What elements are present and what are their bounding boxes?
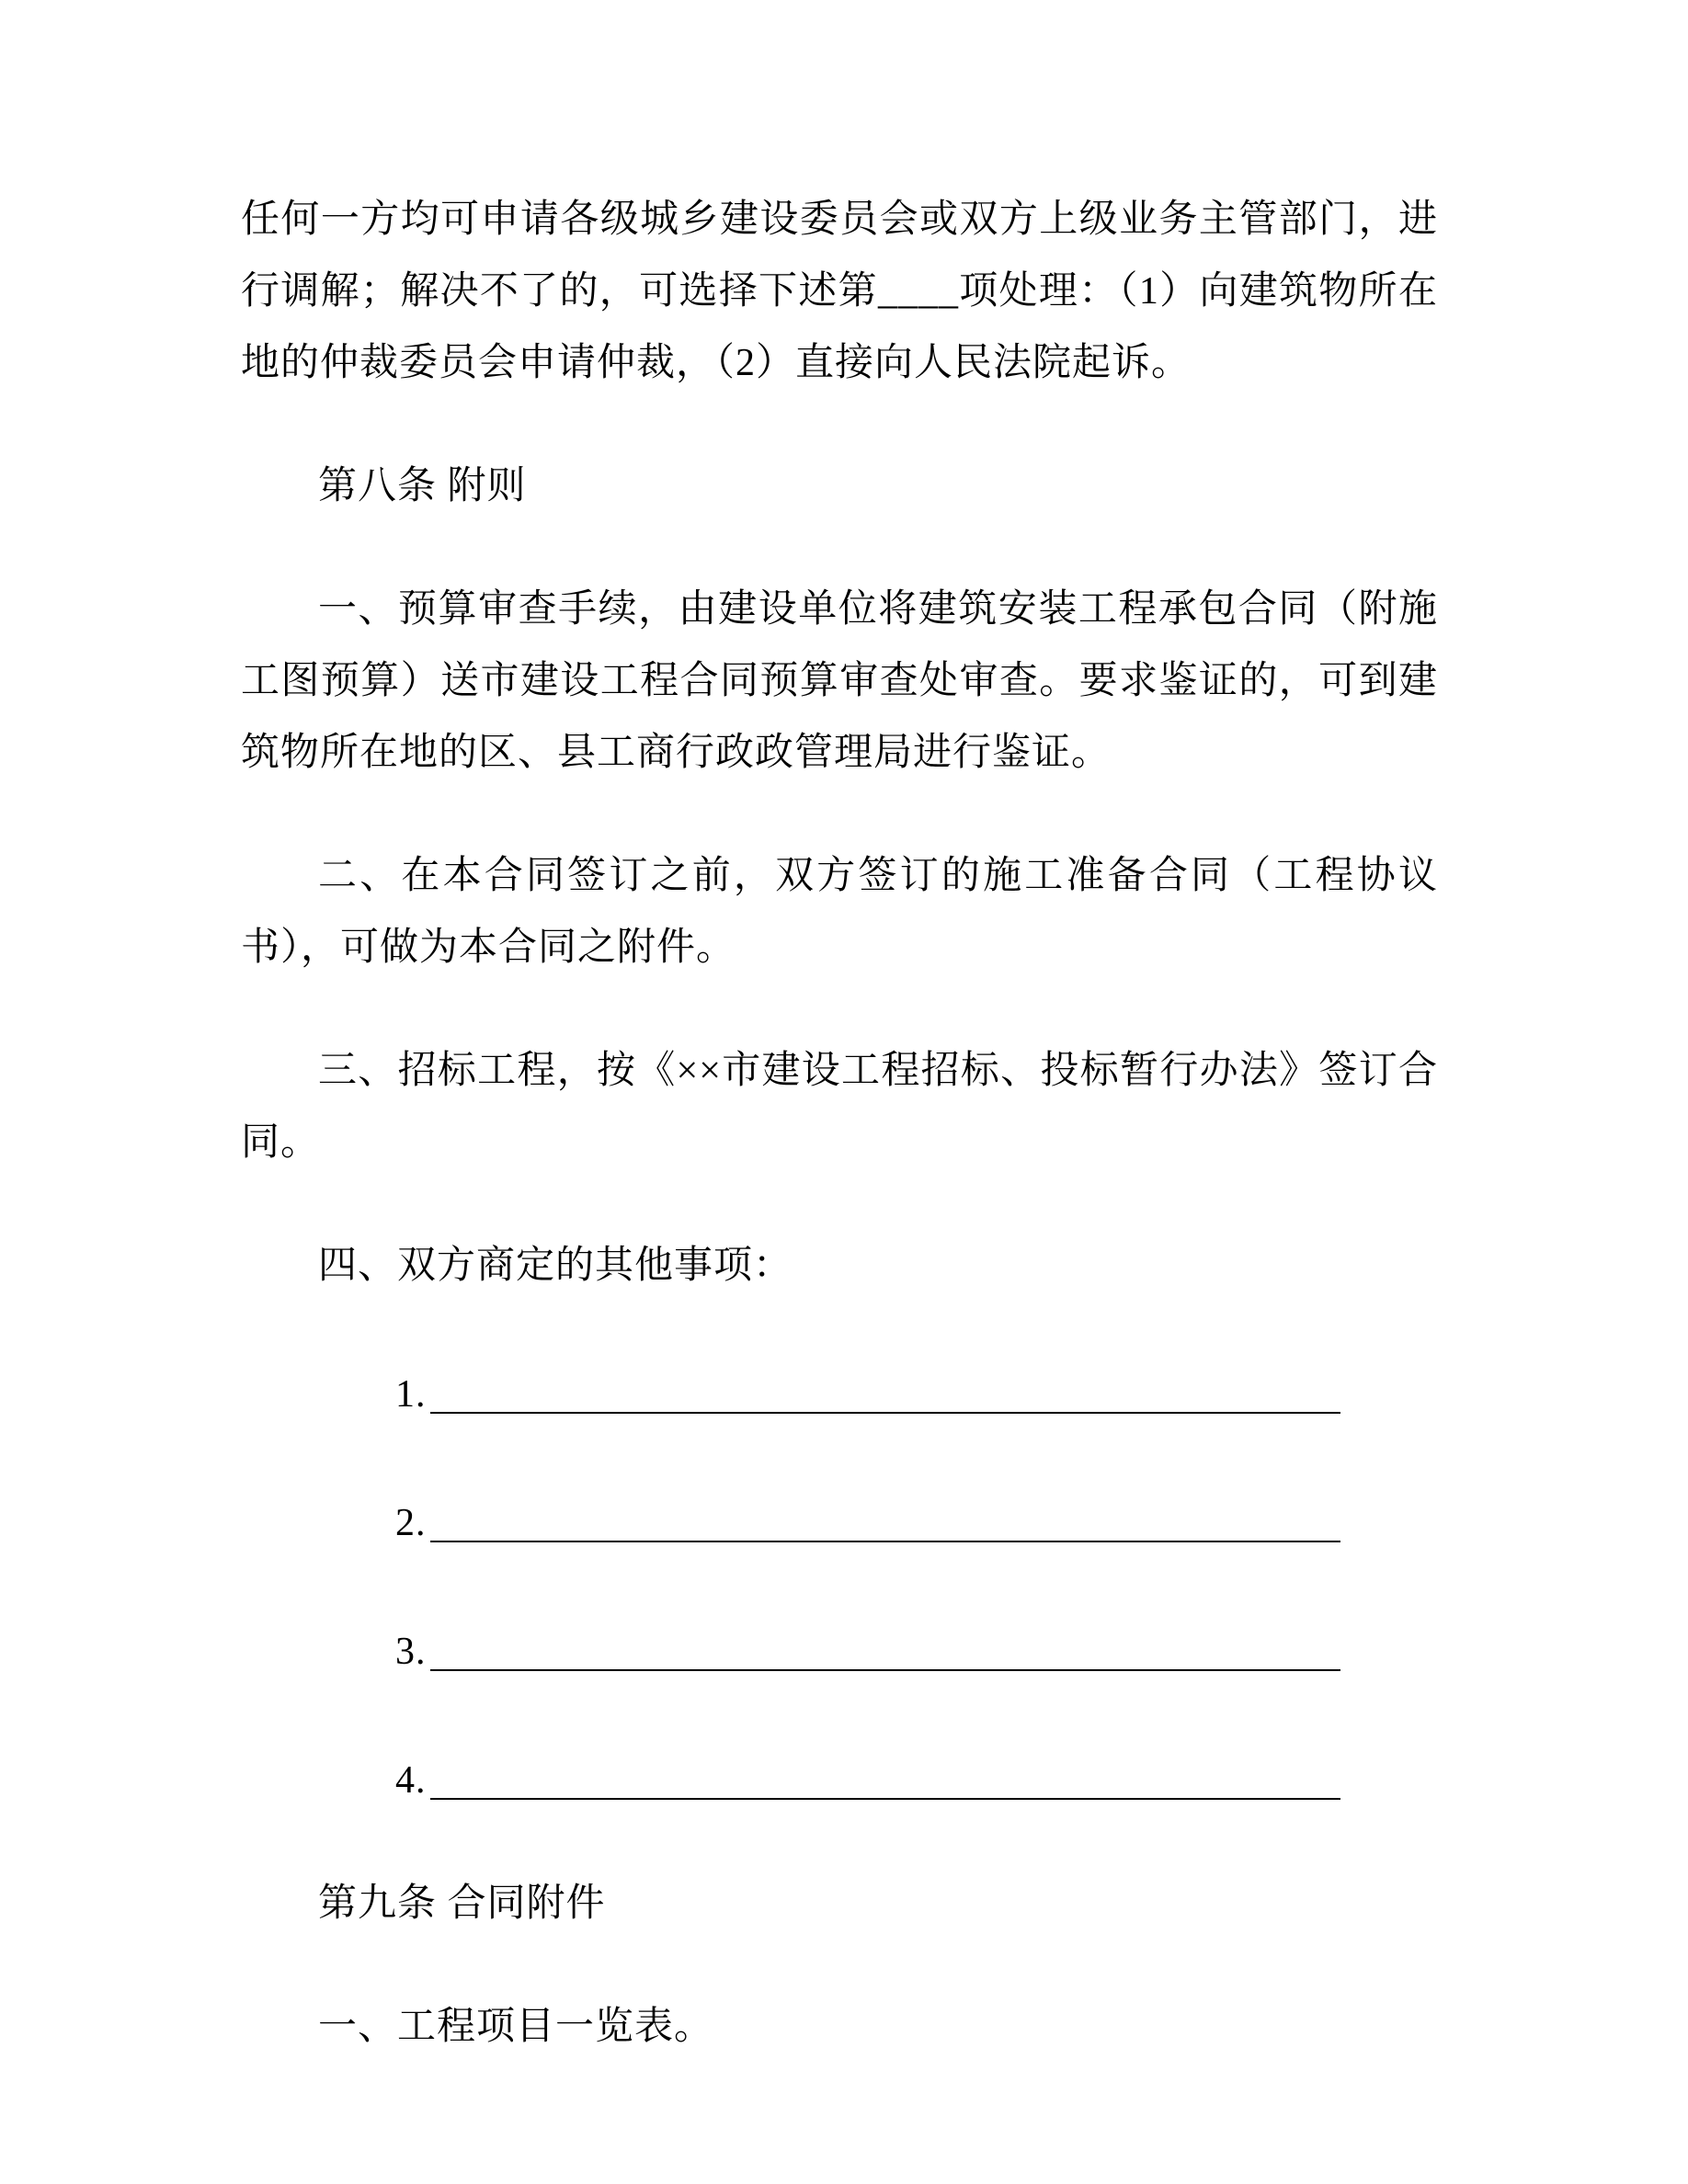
fill-in-number: 4.	[395, 1759, 427, 1802]
fill-in-line	[241, 1745, 1438, 1816]
fill-in-line	[241, 1359, 1438, 1430]
paragraph-dispute-resolution: 任何一方均可申请各级城乡建设委员会或双方上级业务主管部门，进行调解；解决不了的，可选择下述第____项处理：（1）向建筑物所在地的仲裁委员会申请仲裁，（2）直接向人民法院起诉。	[241, 199, 1438, 384]
fill-in-number: 3.	[395, 1631, 427, 1673]
article9-item-1: 一、工程项目一览表。	[318, 2006, 714, 2048]
fill-in-line	[241, 1616, 1438, 1688]
fill-in-number: 2.	[395, 1502, 427, 1544]
fill-in-blank	[430, 1375, 1340, 1414]
fill-in-blank	[430, 1504, 1340, 1542]
fill-in-line	[241, 1487, 1438, 1559]
fill-in-blank	[430, 1761, 1340, 1800]
article8-item-2: 二、在本合同签订之前，双方签订的施工准备合同（工程协议书），可做为本合同之附件。	[241, 855, 1438, 969]
fill-in-number: 1.	[395, 1373, 427, 1416]
fill-in-blank	[430, 1632, 1340, 1671]
article8-item-3: 三、招标工程，按《××市建设工程招标、投标暂行办法》签订合同。	[241, 1050, 1438, 1164]
article8-item-1: 一、预算审查手续，由建设单位将建筑安装工程承包合同（附施工图预算）送市建设工程合同预算审查处审查。要求鉴证的，可到建筑物所在地的区、县工商行政政管理局进行鉴证。	[241, 588, 1438, 774]
heading-article-8: 第八条 附则	[318, 465, 527, 507]
heading-article-9: 第九条 合同附件	[318, 1883, 606, 1925]
article8-item-4: 四、双方商定的其他事项：	[318, 1245, 793, 1287]
